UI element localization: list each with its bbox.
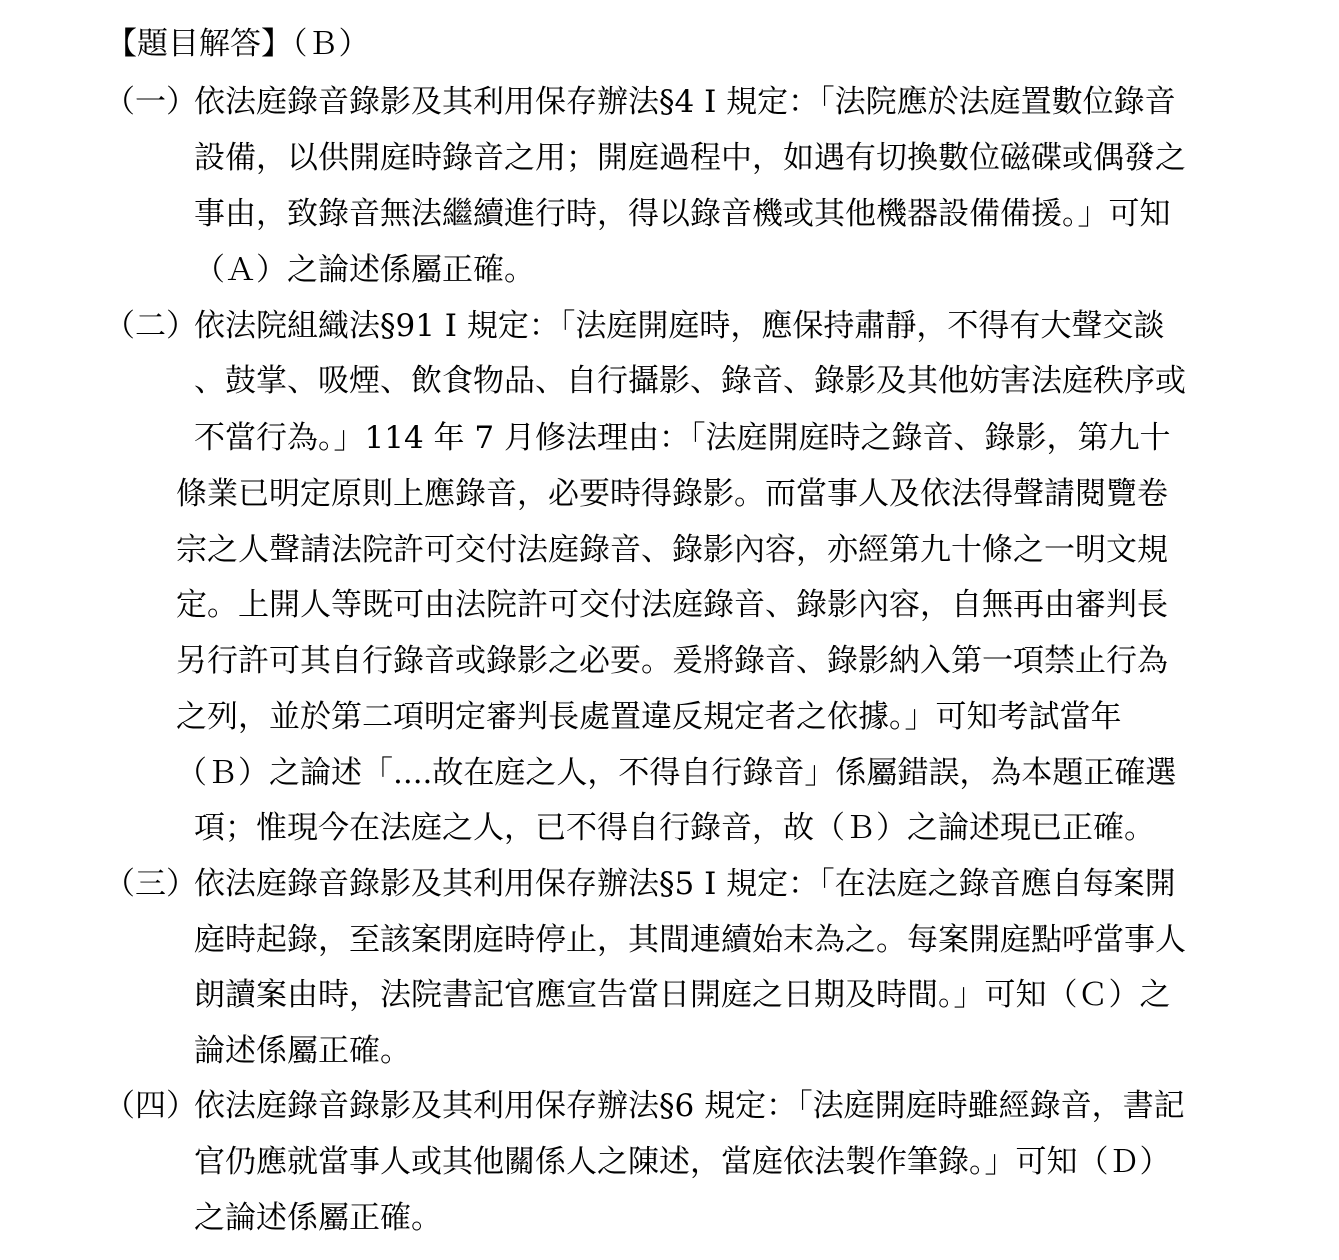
paragraph-line: 論述係屬正確。 bbox=[194, 1033, 411, 1069]
paragraph-line: 朗讀案由時，法院書記官應宣告當日開庭之日期及時間。」可知（Ｃ）之 bbox=[194, 977, 1171, 1013]
paragraph-line: 、鼓掌、吸煙、飲食物品、自行攝影、錄音、錄影及其他妨害法庭秩序或 bbox=[194, 363, 1186, 399]
paragraph-line: 宗之人聲請法院許可交付法庭錄音、錄影內容，亦經第九十條之一明文規 bbox=[176, 532, 1168, 568]
paragraph-line: 依法院組織法§91 I 規定：「法庭開庭時，應保持肅靜，不得有大聲交談 bbox=[194, 308, 1165, 344]
paragraph-line: 依法庭錄音錄影及其利用保存辦法§4 I 規定：「法院應於法庭置數位錄音 bbox=[194, 84, 1176, 120]
paragraph-line: 定。上開人等既可由法院許可交付法庭錄音、錄影內容，自無再由審判長 bbox=[176, 587, 1168, 623]
paragraph-line: 庭時起錄，至該案閉庭時停止，其間連續始末為之。每案開庭點呼當事人 bbox=[194, 922, 1186, 958]
paragraph-line: 另行許可其自行錄音或錄影之必要。爰將錄音、錄影納入第一項禁止行為 bbox=[176, 643, 1168, 679]
paragraph-line: 依法庭錄音錄影及其利用保存辦法§5 I 規定：「在法庭之錄音應自每案開 bbox=[194, 866, 1176, 902]
section-label: （二） bbox=[104, 308, 197, 344]
paragraph-line: 項；惟現今在法庭之人，已不得自行錄音，故（Ｂ）之論述現已正確。 bbox=[194, 810, 1155, 846]
paragraph-line: （Ａ）之論述係屬正確。 bbox=[194, 252, 535, 288]
section-label: （一） bbox=[104, 84, 197, 120]
answer-header: 【題目解答】（Ｂ） bbox=[106, 26, 370, 62]
paragraph-line: 不當行為。」114 年 7 月修法理由：「法庭開庭時之錄音、錄影，第九十 bbox=[194, 420, 1171, 456]
paragraph-line: （Ｂ）之論述「....故在庭之人，不得自行錄音」係屬錯誤，為本題正確選 bbox=[176, 755, 1177, 791]
paragraph-line: 事由，致錄音無法繼續進行時，得以錄音機或其他機器設備備援。」可知 bbox=[194, 196, 1171, 232]
paragraph-line: 依法庭錄音錄影及其利用保存辦法§6 規定：「法庭開庭時雖經錄音，書記 bbox=[194, 1088, 1185, 1124]
section-label: （三） bbox=[104, 866, 197, 902]
paragraph-line: 之論述係屬正確。 bbox=[194, 1200, 442, 1236]
paragraph-line: 條業已明定原則上應錄音，必要時得錄影。而當事人及依法得聲請閱覽卷 bbox=[176, 476, 1168, 512]
paragraph-line: 官仍應就當事人或其他關係人之陳述，當庭依法製作筆錄。」可知（Ｄ） bbox=[194, 1144, 1171, 1180]
paragraph-line: 之列，並於第二項明定審判長處置違反規定者之依據。」可知考試當年 bbox=[176, 699, 1122, 735]
section-label: （四） bbox=[104, 1088, 197, 1124]
paragraph-line: 設備，以供開庭時錄音之用；開庭過程中，如遇有切換數位磁碟或偶發之 bbox=[194, 140, 1186, 176]
